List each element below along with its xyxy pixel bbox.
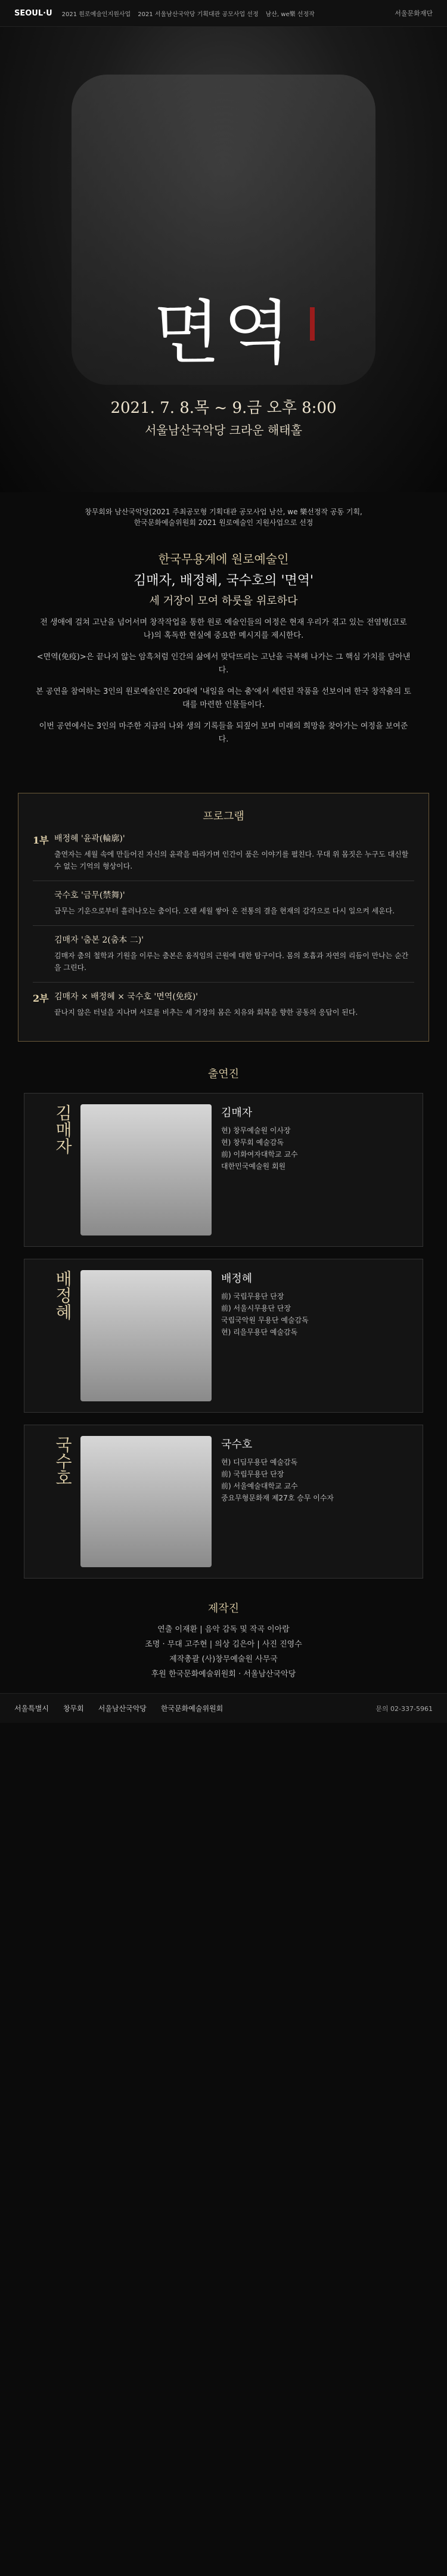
footer-contact: 문의 02-337-5961 (375, 1704, 433, 1713)
program-title: 프로그램 (203, 810, 244, 823)
artist-info (221, 1436, 412, 1504)
part-text (54, 889, 414, 917)
headline (36, 549, 411, 608)
program-part (33, 934, 414, 974)
part-number: 1부 (33, 835, 49, 846)
crew-section (0, 1600, 447, 1679)
artist-line: 前) 서울예술대학교 교수 (221, 1482, 298, 1490)
artist-card (24, 1093, 423, 1247)
crew-row: 연출 이재환 | 음악 감독 및 작곡 이아람 (157, 1625, 290, 1634)
part-subtitle: 김매자 '춤본 2(춤本 二)' (54, 935, 144, 945)
headline-2: 김매자, 배정혜, 국수호의 '면역' (133, 573, 314, 588)
credits-line: 창무회와 남산국악당(2021 주최공모형 기획대관 공모사업 남산, we 樂선정작 공동 기획, (85, 508, 362, 516)
credits-line: 한국문화예술위원회 2021 원로예술인 지원사업으로 선정 (134, 518, 313, 527)
topbar-meta-3: 남산, we樂 선정작 (265, 11, 315, 18)
artist-info (221, 1104, 412, 1172)
artists-section (0, 1065, 447, 1579)
artist-vertical-name: 김매자 (53, 1104, 73, 1154)
artist-card (24, 1425, 423, 1579)
artist-name: 배정혜 (221, 1272, 253, 1285)
hero-date: 2021. 7. 8.목 ~ 9.금 오후 8:00 (110, 399, 337, 417)
artist-info (221, 1270, 412, 1338)
divider (33, 925, 414, 926)
intro-paragraph: 전 생애에 걸쳐 고난을 넘어서며 창작작업을 통한 원로 예술인들의 여정은 현재 우리가 겪고 있는 전염병(코로나)의 혹독한 현실에 중요한 메시지를 제시한다. (40, 618, 407, 640)
part-text (54, 991, 414, 1018)
part-subtitle: 국수호 '금무(禁舞)' (54, 891, 125, 900)
headline-1: 한국무용계에 원로예술인 (158, 552, 289, 566)
credits-section (0, 492, 447, 769)
intro-paragraph: <면역(免疫)>은 끝나지 않는 암흑처럼 인간의 삶에서 맞닥뜨리는 고난을 극복해 나가는 그 핵심 가치를 담아낸다. (36, 653, 411, 675)
artist-line: 현) 디딤무용단 예술감독 (221, 1458, 298, 1466)
part-subtitle: 김매자 × 배정혜 × 국수호 '면역(免疫)' (54, 992, 198, 1002)
artist-photo (80, 1436, 212, 1567)
program-part (33, 833, 414, 872)
part-description: 김매자 춤의 철학과 기원을 이루는 춤본은 움직임의 근원에 대한 탐구이다. 몸의 호흡과 자연의 리듬이 만나는 순간을 그린다. (54, 952, 409, 972)
footer-org: 서울특별시 (14, 1704, 49, 1713)
intro-paragraph: 본 공연을 참여하는 3인의 원로예술인은 20대에 '내일을 여는 춤'에서 세련된 작품을 선보이며 한국 창작춤의 토대를 마련한 인물들이다. (36, 687, 411, 709)
artist-line: 대한민국예술원 회원 (221, 1162, 286, 1170)
headline-3: 세 거장이 모여 하룻을 위로하다 (149, 595, 298, 607)
artist-line: 현) 창무예술원 이사장 (221, 1126, 291, 1135)
artist-photo (80, 1104, 212, 1236)
artist-name: 국수호 (221, 1438, 253, 1451)
org-logo: 서울문화재단 (395, 10, 433, 17)
artist-line: 국립국악원 무용단 예술감독 (221, 1316, 309, 1324)
topbar-meta-2: 2021 서울남산국악당 기획대관 공모사업 선정 (138, 11, 259, 18)
crew-row: 후원 한국문화예술위원회 · 서울남산국악당 (151, 1670, 296, 1679)
footer-org: 서울남산국악당 (98, 1704, 147, 1713)
hero-venue: 서울남산국악당 크라운 해태홀 (145, 423, 302, 437)
artists-title: 출연진 (207, 1068, 240, 1080)
artist-line: 前) 서울시무용단 단장 (221, 1304, 291, 1312)
hero-title: 면역 (153, 293, 294, 373)
part-number (33, 889, 54, 917)
artist-line: 현) 리을무용단 예술감독 (221, 1328, 298, 1336)
artist-vertical-name: 국수호 (53, 1436, 73, 1486)
artist-line: 현) 창무회 예술감독 (221, 1138, 284, 1147)
artist-card (24, 1259, 423, 1413)
part-description: 출연자는 세월 속에 만들어진 자신의 윤곽을 따라가며 인간이 품은 이야기를 펼친다. 무대 위 몸짓은 누구도 대신할 수 없는 기억의 형상이다. (54, 850, 409, 870)
part-text (54, 934, 414, 974)
crew-row: 조명 · 무대 고주현 | 의상 김은아 | 사진 진영수 (145, 1640, 302, 1649)
artist-line: 前) 이화여자대학교 교수 (221, 1150, 298, 1159)
artist-vertical-name: 배정혜 (53, 1270, 73, 1320)
artist-name: 김매자 (221, 1107, 253, 1119)
part-text (54, 833, 414, 872)
footer-org: 창무회 (63, 1704, 84, 1713)
program-part (33, 889, 414, 917)
intro-paragraph: 이번 공연에서는 3인의 마주한 지금의 나와 생의 기록들을 되짚어 보며 미래의 희망을 찾아가는 여정을 보여준다. (39, 722, 408, 744)
artist-line: 중요무형문화재 제27호 승무 이수자 (221, 1494, 334, 1502)
artist-line: 前) 국립무용단 단장 (221, 1292, 284, 1301)
topbar (0, 0, 447, 27)
footer-org: 한국문화예술위원회 (160, 1704, 224, 1713)
part-number: 2부 (33, 993, 49, 1004)
artist-line: 前) 국립무용단 단장 (221, 1470, 284, 1478)
program-part (33, 991, 414, 1018)
brand-logo[interactable]: SEOUL·U (14, 8, 52, 18)
hero (0, 27, 447, 492)
part-description: 끝나지 않은 터널을 지나며 서로를 비추는 세 거장의 몸은 치유와 회복을 향한 공동의 응답이 된다. (54, 1008, 358, 1017)
crew-title: 제작진 (207, 1602, 240, 1615)
red-stamp-icon (310, 307, 315, 341)
part-subtitle: 배정혜 '윤곽(輪廓)' (54, 834, 125, 844)
program-box (18, 793, 429, 1042)
artist-photo (80, 1270, 212, 1401)
footer (0, 1693, 447, 1723)
topbar-meta-1: 2021 원로예술인지원사업 (61, 11, 131, 18)
divider (33, 982, 414, 983)
part-description: 금무는 기운으로부터 흘러나오는 춤이다. 오랜 세월 쌓아 온 전통의 결을 현재의 감각으로 다시 일으켜 세운다. (54, 907, 395, 915)
crew-row: 제작총괄 (사)창무예술원 사무국 (169, 1655, 278, 1664)
part-number (33, 934, 54, 974)
credits-text (36, 506, 411, 528)
